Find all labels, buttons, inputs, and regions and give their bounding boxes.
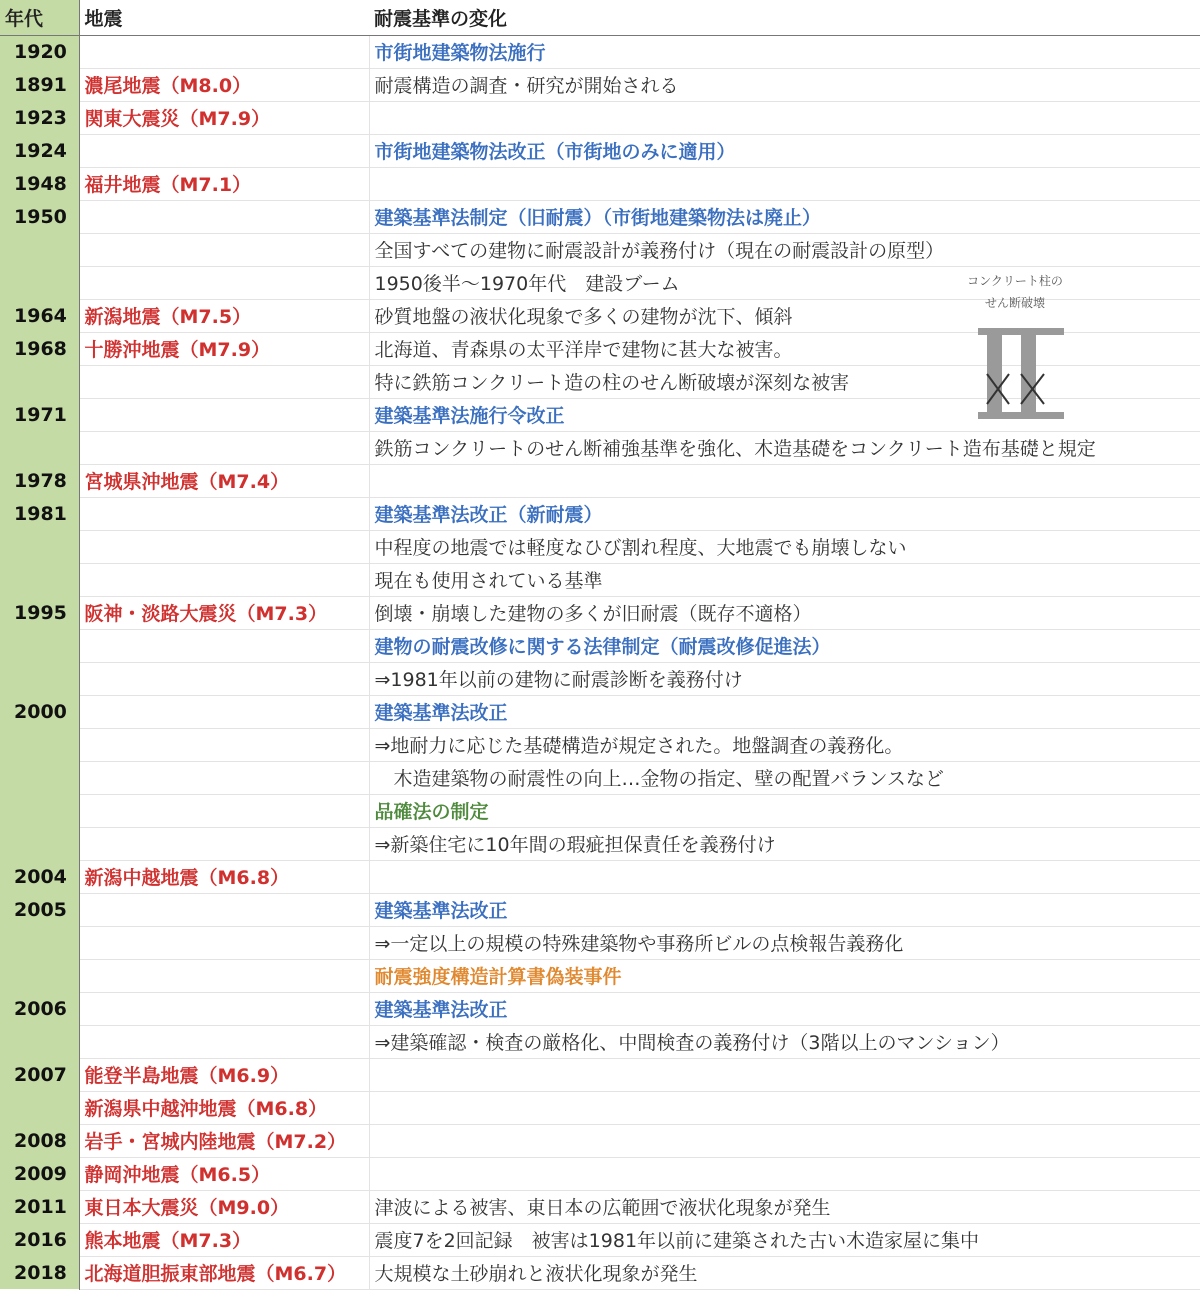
table-row	[0, 1124, 1200, 1157]
year-cell: 2016	[0, 1223, 79, 1256]
standard-change-cell: 建築基準法制定（旧耐震）（市街地建築物法は廃止）	[369, 200, 1200, 233]
earthquake-cell: 静岡沖地震（M6.5）	[79, 1157, 369, 1190]
year-cell	[0, 266, 79, 299]
standard-change-cell: 津波による被害、東日本の広範囲で液状化現象が発生	[369, 1190, 1200, 1223]
earthquake-cell	[79, 827, 369, 860]
standard-change-cell: 建築基準法改正	[369, 992, 1200, 1025]
year-cell: 2018	[0, 1256, 79, 1289]
standard-change-cell: 市街地建築物法改正（市街地のみに適用）	[369, 134, 1200, 167]
year-cell	[0, 761, 79, 794]
earthquake-cell	[79, 992, 369, 1025]
standard-change-cell	[369, 101, 1200, 134]
earthquake-cell	[79, 563, 369, 596]
standard-change-cell: ⇒一定以上の規模の特殊建築物や事務所ビルの点検報告義務化	[369, 926, 1200, 959]
table-row	[0, 926, 1200, 959]
standard-change-cell: 耐震構造の調査・研究が開始される	[369, 68, 1200, 101]
table-row	[0, 662, 1200, 695]
year-cell	[0, 1025, 79, 1058]
earthquake-cell	[79, 365, 369, 398]
year-cell	[0, 728, 79, 761]
table-row	[0, 35, 1200, 68]
standard-change-cell: 建築基準法改正	[369, 695, 1200, 728]
standard-change-cell: 建築基準法施行令改正	[369, 398, 1200, 431]
header-row	[0, 0, 1200, 35]
standard-change-cell	[369, 1058, 1200, 1091]
table-row	[0, 596, 1200, 629]
table-row	[0, 233, 1200, 266]
table-row	[0, 1025, 1200, 1058]
year-cell: 1920	[0, 35, 79, 68]
earthquake-cell	[79, 233, 369, 266]
earthquake-cell	[79, 794, 369, 827]
year-cell: 1923	[0, 101, 79, 134]
year-cell: 1971	[0, 398, 79, 431]
table-row	[0, 431, 1200, 464]
earthquake-cell: 福井地震（M7.1）	[79, 167, 369, 200]
earthquake-cell	[79, 134, 369, 167]
earthquake-cell: 阪神・淡路大震災（M7.3）	[79, 596, 369, 629]
table-row	[0, 794, 1200, 827]
standard-change-cell: 建物の耐震改修に関する法律制定（耐震改修促進法）	[369, 629, 1200, 662]
standard-change-cell: 特に鉄筋コンクリート造の柱のせん断破壊が深刻な被害	[369, 365, 1200, 398]
standard-change-cell: 建築基準法改正（新耐震）	[369, 497, 1200, 530]
earthquake-cell	[79, 893, 369, 926]
year-cell	[0, 233, 79, 266]
table-row	[0, 497, 1200, 530]
earthquake-cell	[79, 761, 369, 794]
table-row	[0, 629, 1200, 662]
earthquake-cell: 新潟中越地震（M6.8）	[79, 860, 369, 893]
year-cell: 1950	[0, 200, 79, 233]
table-row	[0, 827, 1200, 860]
earthquake-cell	[79, 959, 369, 992]
header-year: 年代	[0, 0, 79, 35]
standard-change-cell: 建築基準法改正	[369, 893, 1200, 926]
standard-change-cell: 耐震強度構造計算書偽装事件	[369, 959, 1200, 992]
year-cell	[0, 926, 79, 959]
year-cell	[0, 563, 79, 596]
standard-change-cell: 鉄筋コンクリートのせん断補強基準を強化、木造基礎をコンクリート造布基礎と規定	[369, 431, 1200, 464]
column-shear-failure-figure	[960, 268, 1070, 428]
standard-change-cell: 大規模な土砂崩れと液状化現象が発生	[369, 1256, 1200, 1289]
standard-change-cell: 市街地建築物法施行	[369, 35, 1200, 68]
year-cell	[0, 1091, 79, 1124]
year-cell	[0, 794, 79, 827]
earthquake-cell	[79, 695, 369, 728]
year-cell: 2006	[0, 992, 79, 1025]
year-cell: 2007	[0, 1058, 79, 1091]
earthquake-cell	[79, 1025, 369, 1058]
table-row	[0, 1190, 1200, 1223]
year-cell: 1948	[0, 167, 79, 200]
standard-change-cell: 倒壊・崩壊した建物の多くが旧耐震（既存不適格）	[369, 596, 1200, 629]
table-row	[0, 1223, 1200, 1256]
year-cell	[0, 629, 79, 662]
year-cell	[0, 431, 79, 464]
earthquake-cell: 東日本大震災（M9.0）	[79, 1190, 369, 1223]
table-row	[0, 563, 1200, 596]
earthquake-cell: 関東大震災（M7.9）	[79, 101, 369, 134]
earthquake-cell	[79, 530, 369, 563]
table-row	[0, 860, 1200, 893]
table-row	[0, 68, 1200, 101]
table-row	[0, 101, 1200, 134]
year-cell: 2005	[0, 893, 79, 926]
standard-change-cell: ⇒新築住宅に10年間の瑕疵担保責任を義務付け	[369, 827, 1200, 860]
earthquake-cell	[79, 398, 369, 431]
table-row	[0, 893, 1200, 926]
earthquake-cell: 能登半島地震（M6.9）	[79, 1058, 369, 1091]
standard-change-cell: 品確法の制定	[369, 794, 1200, 827]
earthquake-cell: 岩手・宮城内陸地震（M7.2）	[79, 1124, 369, 1157]
year-cell: 1924	[0, 134, 79, 167]
year-cell	[0, 530, 79, 563]
table-row	[0, 1058, 1200, 1091]
standard-change-cell: 木造建築物の耐震性の向上…金物の指定、壁の配置バランスなど	[369, 761, 1200, 794]
standard-change-cell: ⇒1981年以前の建物に耐震診断を義務付け	[369, 662, 1200, 695]
standard-change-cell: 北海道、青森県の太平洋岸で建物に甚大な被害。	[369, 332, 1200, 365]
standard-change-cell: ⇒建築確認・検査の厳格化、中間検査の義務付け（3階以上のマンション）	[369, 1025, 1200, 1058]
standard-change-cell: 砂質地盤の液状化現象で多くの建物が沈下、傾斜	[369, 299, 1200, 332]
year-cell: 1964	[0, 299, 79, 332]
year-cell: 2004	[0, 860, 79, 893]
earthquake-cell	[79, 728, 369, 761]
table-row	[0, 167, 1200, 200]
year-cell: 1981	[0, 497, 79, 530]
table-body	[0, 35, 1200, 1289]
year-cell: 1978	[0, 464, 79, 497]
year-cell	[0, 662, 79, 695]
year-cell	[0, 959, 79, 992]
figure-caption-line1: コンクリート柱の	[967, 274, 1063, 288]
earthquake-cell: 熊本地震（M7.3）	[79, 1223, 369, 1256]
year-cell: 1891	[0, 68, 79, 101]
standard-change-cell	[369, 464, 1200, 497]
table-row	[0, 992, 1200, 1025]
year-cell: 2008	[0, 1124, 79, 1157]
table-row	[0, 1157, 1200, 1190]
earthquake-cell	[79, 926, 369, 959]
standard-change-cell: 1950後半～1970年代 建設ブーム	[369, 266, 1200, 299]
earthquake-cell	[79, 497, 369, 530]
table-header	[0, 0, 1200, 35]
earthquake-cell: 新潟県中越沖地震（M6.8）	[79, 1091, 369, 1124]
earthquake-cell	[79, 266, 369, 299]
standard-change-cell: ⇒地耐力に応じた基礎構造が規定された。地盤調査の義務化。	[369, 728, 1200, 761]
table-row	[0, 1091, 1200, 1124]
earthquake-cell	[79, 200, 369, 233]
earthquake-cell	[79, 662, 369, 695]
standard-change-cell: 現在も使用されている基準	[369, 563, 1200, 596]
standard-change-cell	[369, 1091, 1200, 1124]
earthquake-cell: 十勝沖地震（M7.9）	[79, 332, 369, 365]
earthquake-cell	[79, 629, 369, 662]
table-row	[0, 464, 1200, 497]
shear-failure-columns-icon	[960, 326, 1070, 426]
standard-change-cell: 全国すべての建物に耐震設計が義務付け（現在の耐震設計の原型）	[369, 233, 1200, 266]
figure-caption-line2: せん断破壊	[984, 296, 1045, 310]
earthquake-cell: 北海道胆振東部地震（M6.7）	[79, 1256, 369, 1289]
earthquake-cell	[79, 35, 369, 68]
table-row	[0, 200, 1200, 233]
table-row	[0, 728, 1200, 761]
standard-change-cell	[369, 1157, 1200, 1190]
earthquake-cell	[79, 431, 369, 464]
earthquake-cell: 濃尾地震（M8.0）	[79, 68, 369, 101]
standard-change-cell: 中程度の地震では軽度なひび割れ程度、大地震でも崩壊しない	[369, 530, 1200, 563]
standard-change-cell	[369, 167, 1200, 200]
standard-change-cell	[369, 860, 1200, 893]
year-cell: 1968	[0, 332, 79, 365]
table-row	[0, 959, 1200, 992]
earthquake-cell: 新潟地震（M7.5）	[79, 299, 369, 332]
year-cell: 2011	[0, 1190, 79, 1223]
year-cell: 2009	[0, 1157, 79, 1190]
table-row	[0, 761, 1200, 794]
header-earthquake: 地震	[79, 0, 369, 35]
table-row	[0, 134, 1200, 167]
year-cell	[0, 827, 79, 860]
standard-change-cell	[369, 1124, 1200, 1157]
header-changes: 耐震基準の変化	[369, 0, 1200, 35]
earthquake-cell: 宮城県沖地震（M7.4）	[79, 464, 369, 497]
table-row	[0, 695, 1200, 728]
year-cell: 1995	[0, 596, 79, 629]
year-cell: 2000	[0, 695, 79, 728]
table-row	[0, 530, 1200, 563]
year-cell	[0, 365, 79, 398]
table-row	[0, 1256, 1200, 1289]
standard-change-cell: 震度7を2回記録 被害は1981年以前に建築された古い木造家屋に集中	[369, 1223, 1200, 1256]
